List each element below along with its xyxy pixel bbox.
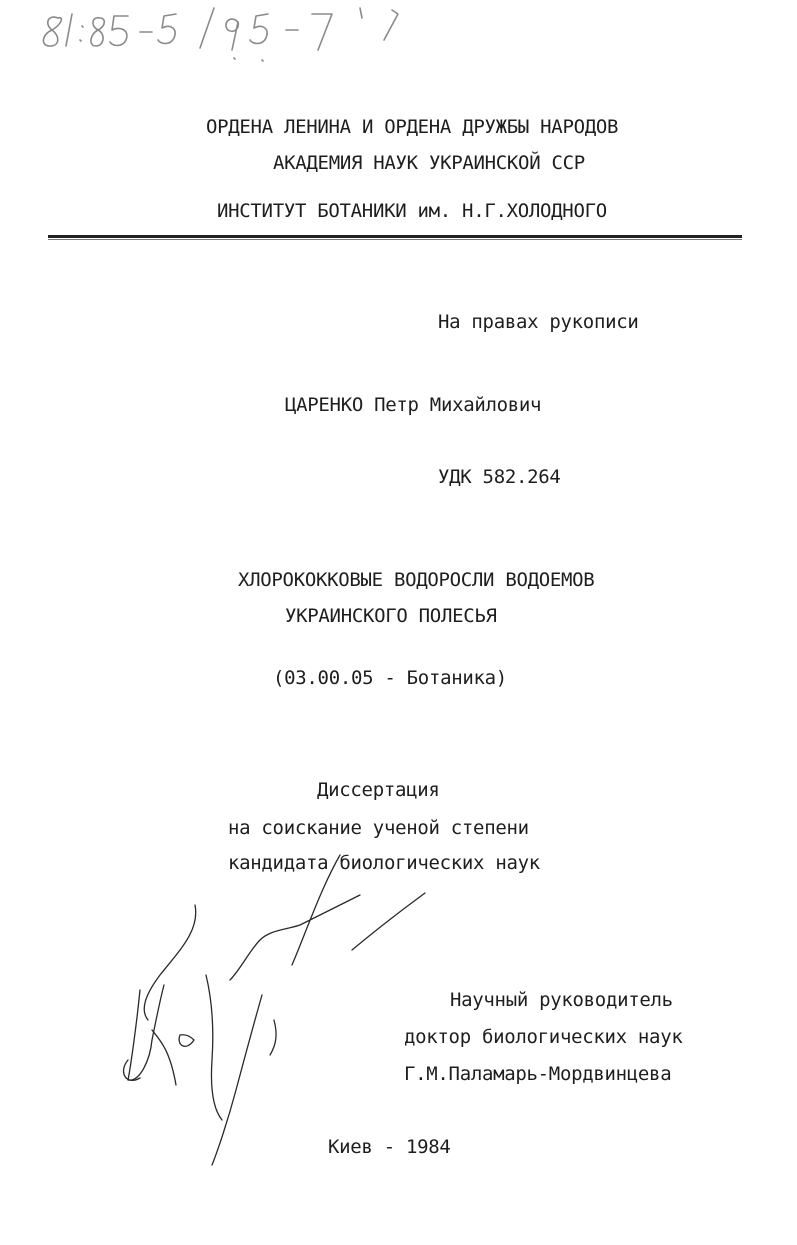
org-line-1: ОРДЕНА ЛЕНИНА И ОРДЕНА ДРУЖБЫ НАРОДОВ <box>206 116 619 138</box>
org-line-3: ИНСТИТУТ БОТАНИКИ им. Н.Г.ХОЛОДНОГО <box>217 200 607 222</box>
supervisor-line-1: Научный руководитель <box>450 989 673 1011</box>
place-year: Киев - 1984 <box>328 1136 451 1158</box>
header-rule <box>48 235 742 238</box>
supervisor-line-2: доктор биологических наук <box>404 1026 683 1048</box>
title-line-1: ХЛОРОКОККОВЫЕ ВОДОРОСЛИ ВОДОЕМОВ <box>238 569 595 591</box>
dissertation-line-1: Диссертация <box>317 779 440 801</box>
org-line-2: АКАДЕМИЯ НАУК УКРАИНСКОЙ ССР <box>273 152 585 174</box>
supervisor-line-3: Г.М.Паламарь-Мордвинцева <box>404 1063 672 1085</box>
specialty-code: (03.00.05 - Ботаника) <box>273 667 507 689</box>
manuscript-note: На правах рукописи <box>438 311 639 333</box>
header-rule-shadow <box>48 239 742 240</box>
handwritten-archive-note <box>43 8 398 61</box>
title-line-2: УКРАИНСКОГО ПОЛЕСЬЯ <box>285 605 497 627</box>
author-signature <box>124 855 425 1165</box>
udk-code: УДК 582.264 <box>438 466 561 488</box>
author-name: ЦАРЕНКО Петр Михайлович <box>285 394 542 416</box>
dissertation-line-3: кандидата биологических наук <box>228 852 540 874</box>
dissertation-line-2: на соискание ученой степени <box>228 817 529 839</box>
